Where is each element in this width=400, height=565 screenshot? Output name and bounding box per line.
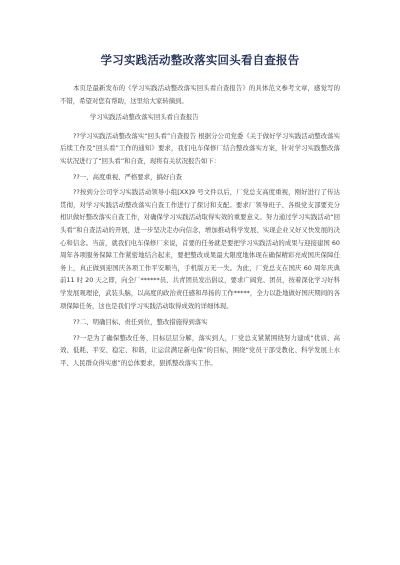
section-heading: ??一、高度重视、严格要求，搞好自查 <box>73 172 183 181</box>
body-paragraph: ??学习实践活动整改落实“回头看”自查报告 根据分公司党委《关于做好学习实践活动整改落实后续工作及“回头看”工作的通知》要求，我们电车保修厂结合整改落实方案，针对学习实践整改落实状况进行了“回头看”和自查，现将有关状况报告如下： <box>60 131 340 165</box>
document-subtitle: 学习实践活动整改落实回头看自查报告 <box>90 113 199 122</box>
document-body <box>60 82 340 372</box>
body-paragraph: ??一是为了确保整改任务、目标层层分解，落实到人，厂党总支紧紧围绕努力建成“优质、高效、低耗、平安、稳定、和谐，让运营满足新电保”的目标，围绕“党员干部受教化、科学发展上水平、人民群众得实惠”的总体要求，狠抓整改落实工作。 <box>60 333 340 367</box>
document-title: 学习实践活动整改落实回头看自查报告 <box>100 53 300 67</box>
body-paragraph: ??按到分公司学习实践活动领导小组[XX]9 号文件以后，厂党总支高度重视，刚好进行了传达贯彻，对学习实践活动整改落实自查工作进行了探讨和支配。要求厂领导班子、各级党支部要充分相识做好整改落实自查工作，对确保学习实践活动取得实效的重要意义。努力通过学习实践活动“回头看”和自查活动的开展，进一步坚决走办向信念，增加推动科学发展、实现企业又好又快发展的决心和信念。当前，就我们电车保修厂来说，首要的任务就是要把学习实践活动的成果与迎接建国 60 周年各项服务保障工作紧密地结合起来，要把整改成果最大限度地体现在确保精彩亮成国庆保障任务上，真正做到迎国庆各项工作平安顺当，手机版万无一失。为此，厂党总支在国庆 60 周年庆典前11 时 20 天之即，向全厂******员、共青团员发出倡议，要求广阔党、团员，按着深化学习好科学发展观理论，武装头脑，以高度的政治责任感和昂扬的工作*****，全力以赴地做好国庆期间的各项保障任务，这也是我们学习实践活动取得成效的详细体现。 <box>60 188 340 310</box>
intro-paragraph: 本页是最新发布的《学习实践活动整改落实回头看自查报告》的具体范文参考文章，感觉写的不错，希望对您有帮助，这里给大家转摘到。 <box>60 84 340 105</box>
section-heading: ??二、明确目标、责任到位，整改措施得到落实 <box>73 318 208 327</box>
